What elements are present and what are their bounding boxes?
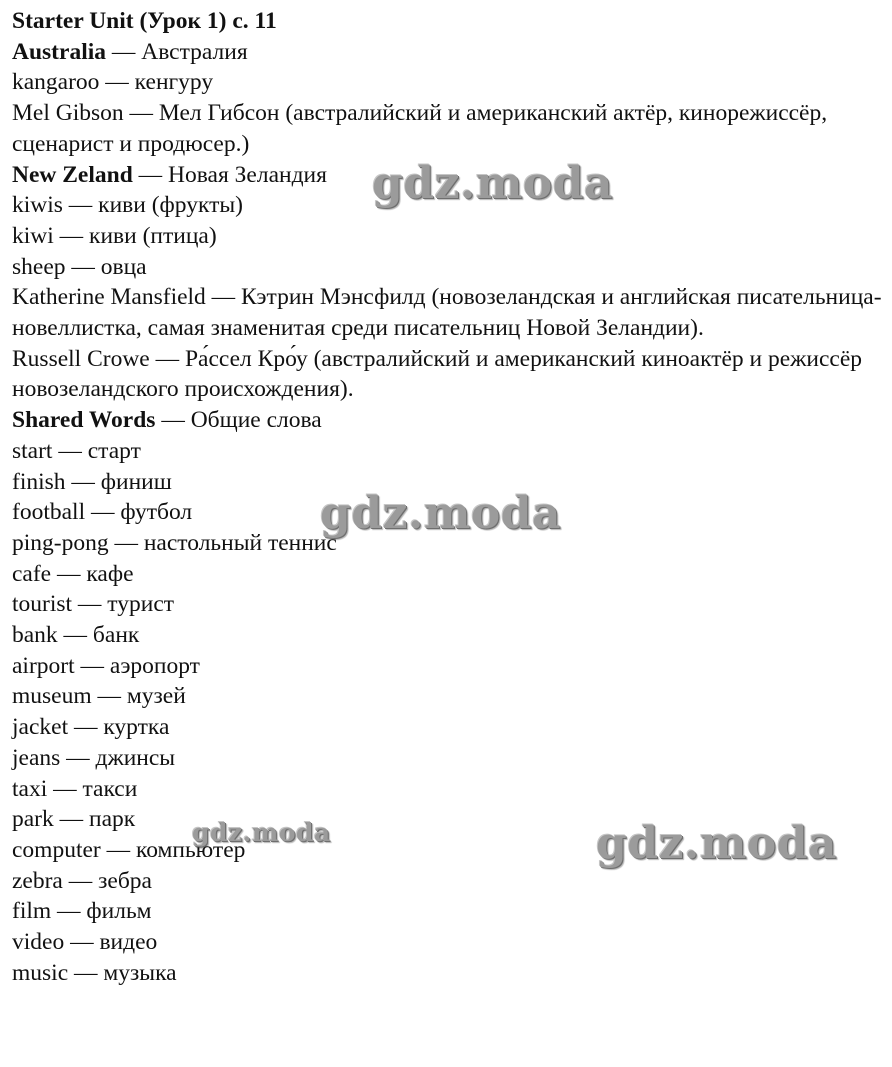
watermark: gdz.moda (372, 158, 614, 209)
vocab-entry: zebra — зебра (12, 867, 152, 894)
vocab-entry: kiwi — киви (птица) (12, 222, 217, 249)
vocab-entry: kangaroo — кенгуру (12, 69, 214, 96)
section-heading-ru: — Новая Зеландия (138, 161, 327, 188)
vocab-entry: park — парк (12, 806, 136, 833)
watermark: gdz.moda (192, 818, 331, 847)
vocab-entry: video — видео (12, 929, 158, 956)
vocab-entry: sheep — овца (12, 253, 147, 280)
watermark: gdz.moda (320, 488, 562, 539)
vocab-entry: Katherine Mansfield — Кэтрин Мэнсфилд (новозеландская и английская писательница-новеллистка, самая знаменитая среди писательниц Новой Зеландии). (12, 284, 882, 342)
section-heading-en: Australia (12, 38, 106, 65)
vocab-entry: bank — банк (12, 622, 140, 649)
watermark: gdz.moda (596, 818, 838, 869)
vocab-entry: computer — компьютер (12, 836, 246, 863)
vocab-entry: music — музыка (12, 959, 177, 986)
section-heading-ru: — Общие слова (161, 407, 322, 434)
vocab-entry: finish — финиш (12, 468, 172, 495)
section-heading-australia (12, 37, 882, 68)
section-heading-shared-words (12, 405, 882, 436)
vocab-entry: start — старт (12, 437, 141, 464)
vocab-entry: football — футбол (12, 499, 193, 526)
vocab-entry: airport — аэропорт (12, 652, 200, 679)
section-heading-ru: — Австралия (111, 38, 248, 65)
section-heading-en: New Zeland (12, 161, 133, 188)
vocab-entry: taxi — такси (12, 775, 138, 802)
vocab-entry: Russell Crowe — Ра́ссел Кро́у (австралийский и американский киноактёр и режиссёр новозеландского происхождения). (12, 345, 863, 403)
page-title: Starter Unit (Урок 1) с. 11 (12, 8, 277, 34)
vocab-entry: tourist — турист (12, 591, 175, 618)
vocab-entry: ping-pong — настольный теннис (12, 529, 337, 556)
vocab-entry: kiwis — киви (фрукты) (12, 192, 243, 219)
vocab-entry: Mel Gibson — Мел Гибсон (австралийский и американский актёр, кинорежиссёр, сценарист и продюсер.) (12, 100, 828, 157)
vocab-entry: film — фильм (12, 898, 152, 925)
vocab-entry: jeans — джинсы (12, 744, 176, 771)
section-heading-en: Shared Words (12, 407, 156, 434)
vocab-entry: jacket — куртка (12, 714, 170, 741)
vocab-entry: cafe — кафе (12, 560, 134, 587)
vocab-entry: museum — музей (12, 683, 186, 710)
